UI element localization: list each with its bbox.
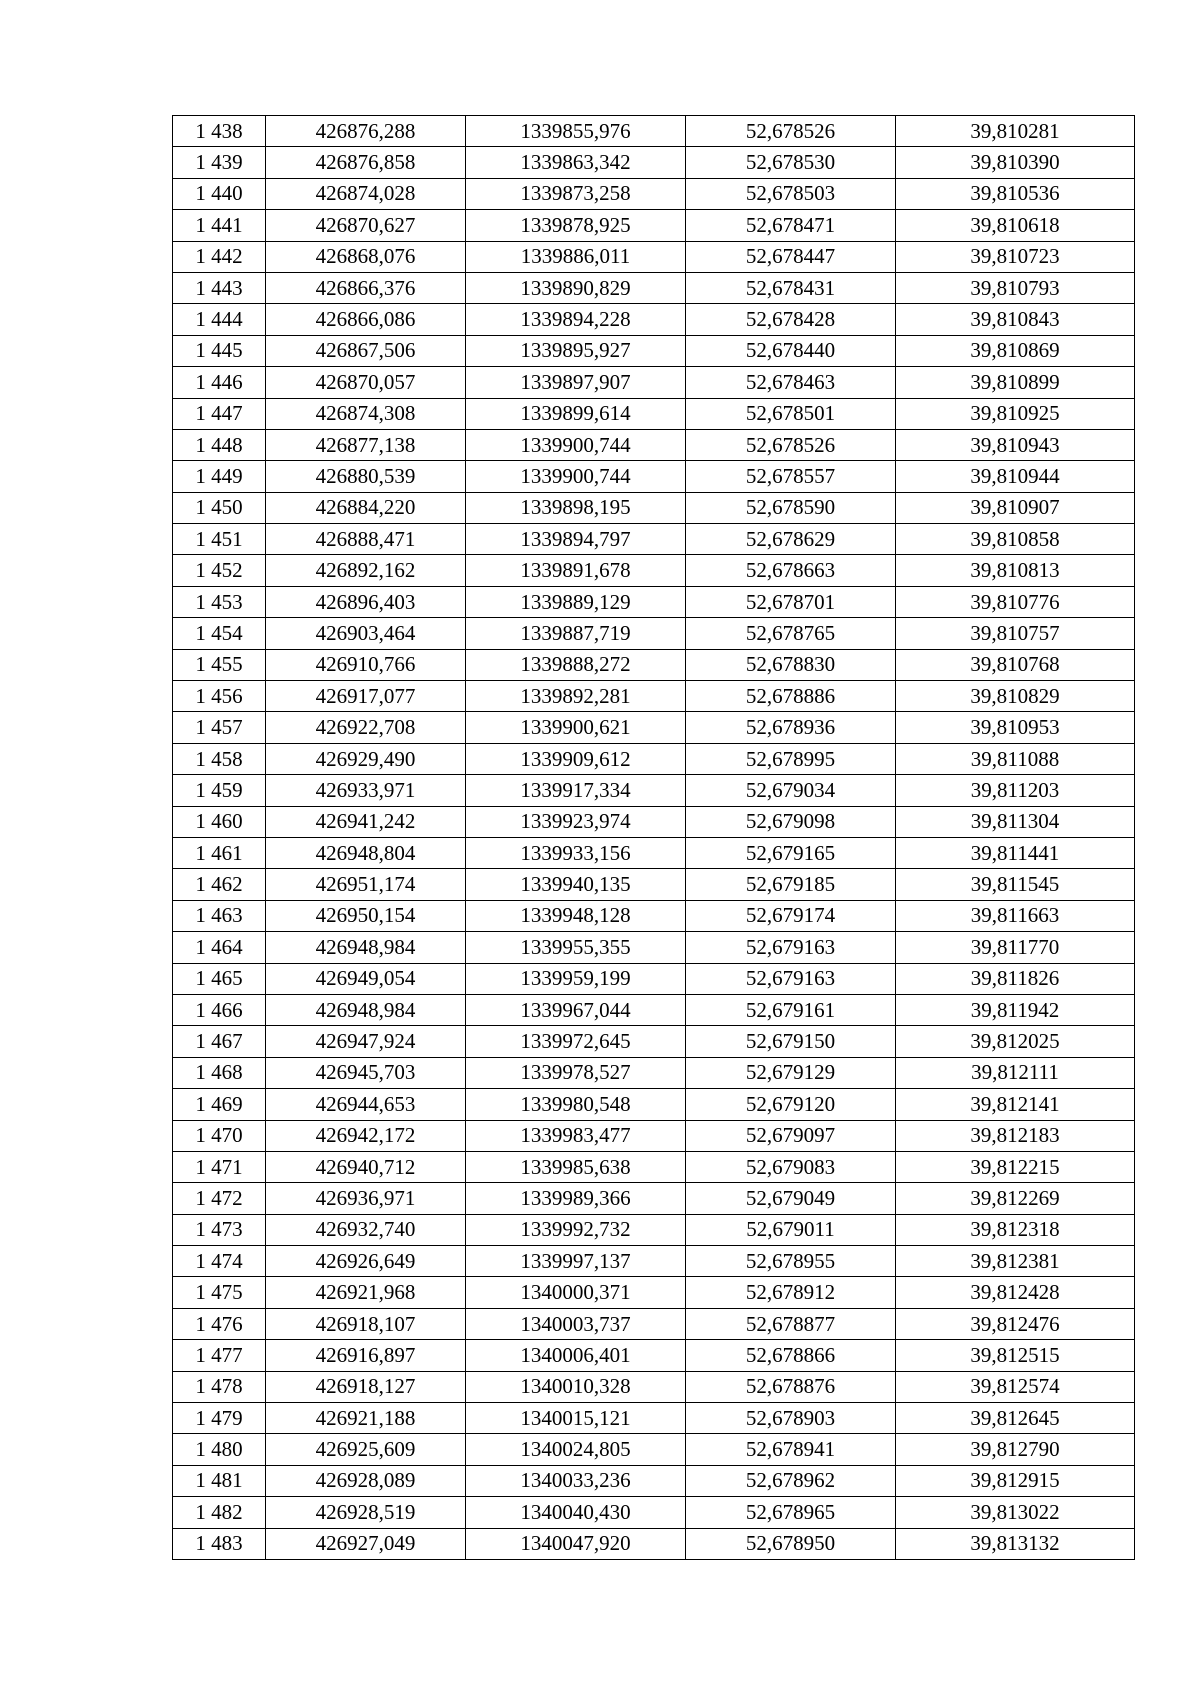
table-row xyxy=(173,1026,1135,1057)
y-coordinate-cell: 1340000,371 xyxy=(466,1277,686,1308)
point-number-cell: 1 475 xyxy=(173,1277,266,1308)
table-row xyxy=(173,555,1135,586)
y-coordinate-cell: 1339940,135 xyxy=(466,869,686,900)
y-coordinate-cell: 1339948,128 xyxy=(466,900,686,931)
table-row xyxy=(173,116,1135,147)
y-coordinate-cell: 1339900,744 xyxy=(466,429,686,460)
latitude-cell: 52,678590 xyxy=(686,492,896,523)
table-row xyxy=(173,1497,1135,1528)
table-row xyxy=(173,775,1135,806)
point-number-cell: 1 466 xyxy=(173,994,266,1025)
latitude-cell: 52,678557 xyxy=(686,461,896,492)
point-number-cell: 1 459 xyxy=(173,775,266,806)
x-coordinate-cell: 426940,712 xyxy=(266,1151,466,1182)
point-number-cell: 1 448 xyxy=(173,429,266,460)
latitude-cell: 52,679049 xyxy=(686,1183,896,1214)
table-row xyxy=(173,963,1135,994)
longitude-cell: 39,810953 xyxy=(896,712,1135,743)
point-number-cell: 1 447 xyxy=(173,398,266,429)
point-number-cell: 1 477 xyxy=(173,1340,266,1371)
table-row xyxy=(173,932,1135,963)
point-number-cell: 1 462 xyxy=(173,869,266,900)
x-coordinate-cell: 426870,057 xyxy=(266,367,466,398)
y-coordinate-cell: 1339888,272 xyxy=(466,649,686,680)
table-row xyxy=(173,900,1135,931)
x-coordinate-cell: 426929,490 xyxy=(266,743,466,774)
y-coordinate-cell: 1339878,925 xyxy=(466,210,686,241)
y-coordinate-cell: 1339900,744 xyxy=(466,461,686,492)
table-row xyxy=(173,524,1135,555)
longitude-cell: 39,810813 xyxy=(896,555,1135,586)
y-coordinate-cell: 1340015,121 xyxy=(466,1403,686,1434)
longitude-cell: 39,810776 xyxy=(896,586,1135,617)
point-number-cell: 1 438 xyxy=(173,116,266,147)
point-number-cell: 1 440 xyxy=(173,178,266,209)
y-coordinate-cell: 1339863,342 xyxy=(466,147,686,178)
longitude-cell: 39,811663 xyxy=(896,900,1135,931)
latitude-cell: 52,678866 xyxy=(686,1340,896,1371)
table-row xyxy=(173,994,1135,1025)
x-coordinate-cell: 426880,539 xyxy=(266,461,466,492)
table-row xyxy=(173,869,1135,900)
latitude-cell: 52,678950 xyxy=(686,1528,896,1559)
longitude-cell: 39,810536 xyxy=(896,178,1135,209)
x-coordinate-cell: 426944,653 xyxy=(266,1089,466,1120)
y-coordinate-cell: 1339894,797 xyxy=(466,524,686,555)
longitude-cell: 39,811441 xyxy=(896,837,1135,868)
latitude-cell: 52,678663 xyxy=(686,555,896,586)
latitude-cell: 52,679083 xyxy=(686,1151,896,1182)
longitude-cell: 39,810723 xyxy=(896,241,1135,272)
x-coordinate-cell: 426870,627 xyxy=(266,210,466,241)
point-number-cell: 1 467 xyxy=(173,1026,266,1057)
longitude-cell: 39,812215 xyxy=(896,1151,1135,1182)
longitude-cell: 39,812111 xyxy=(896,1057,1135,1088)
longitude-cell: 39,812428 xyxy=(896,1277,1135,1308)
table-row xyxy=(173,492,1135,523)
point-number-cell: 1 468 xyxy=(173,1057,266,1088)
latitude-cell: 52,679165 xyxy=(686,837,896,868)
x-coordinate-cell: 426917,077 xyxy=(266,681,466,712)
latitude-cell: 52,678876 xyxy=(686,1371,896,1402)
latitude-cell: 52,679129 xyxy=(686,1057,896,1088)
x-coordinate-cell: 426866,086 xyxy=(266,304,466,335)
x-coordinate-cell: 426874,308 xyxy=(266,398,466,429)
latitude-cell: 52,678530 xyxy=(686,147,896,178)
latitude-cell: 52,679011 xyxy=(686,1214,896,1245)
latitude-cell: 52,678526 xyxy=(686,116,896,147)
longitude-cell: 39,811770 xyxy=(896,932,1135,963)
point-number-cell: 1 441 xyxy=(173,210,266,241)
x-coordinate-cell: 426877,138 xyxy=(266,429,466,460)
longitude-cell: 39,811545 xyxy=(896,869,1135,900)
longitude-cell: 39,811088 xyxy=(896,743,1135,774)
x-coordinate-cell: 426866,376 xyxy=(266,272,466,303)
y-coordinate-cell: 1339895,927 xyxy=(466,335,686,366)
point-number-cell: 1 451 xyxy=(173,524,266,555)
longitude-cell: 39,810943 xyxy=(896,429,1135,460)
point-number-cell: 1 456 xyxy=(173,681,266,712)
x-coordinate-cell: 426896,403 xyxy=(266,586,466,617)
latitude-cell: 52,679163 xyxy=(686,963,896,994)
x-coordinate-cell: 426884,220 xyxy=(266,492,466,523)
table-row xyxy=(173,681,1135,712)
latitude-cell: 52,678526 xyxy=(686,429,896,460)
table-row xyxy=(173,1528,1135,1559)
latitude-cell: 52,679185 xyxy=(686,869,896,900)
y-coordinate-cell: 1339983,477 xyxy=(466,1120,686,1151)
point-number-cell: 1 471 xyxy=(173,1151,266,1182)
latitude-cell: 52,678995 xyxy=(686,743,896,774)
x-coordinate-cell: 426903,464 xyxy=(266,618,466,649)
longitude-cell: 39,811826 xyxy=(896,963,1135,994)
x-coordinate-cell: 426916,897 xyxy=(266,1340,466,1371)
coordinates-table-body xyxy=(173,116,1135,1560)
latitude-cell: 52,678936 xyxy=(686,712,896,743)
x-coordinate-cell: 426932,740 xyxy=(266,1214,466,1245)
table-row xyxy=(173,1089,1135,1120)
point-number-cell: 1 444 xyxy=(173,304,266,335)
x-coordinate-cell: 426868,076 xyxy=(266,241,466,272)
latitude-cell: 52,678447 xyxy=(686,241,896,272)
table-row xyxy=(173,429,1135,460)
point-number-cell: 1 450 xyxy=(173,492,266,523)
x-coordinate-cell: 426918,127 xyxy=(266,1371,466,1402)
latitude-cell: 52,679163 xyxy=(686,932,896,963)
x-coordinate-cell: 426927,049 xyxy=(266,1528,466,1559)
y-coordinate-cell: 1339959,199 xyxy=(466,963,686,994)
y-coordinate-cell: 1340006,401 xyxy=(466,1340,686,1371)
x-coordinate-cell: 426892,162 xyxy=(266,555,466,586)
y-coordinate-cell: 1339890,829 xyxy=(466,272,686,303)
y-coordinate-cell: 1339898,195 xyxy=(466,492,686,523)
latitude-cell: 52,678501 xyxy=(686,398,896,429)
table-row xyxy=(173,712,1135,743)
point-number-cell: 1 472 xyxy=(173,1183,266,1214)
table-row xyxy=(173,398,1135,429)
y-coordinate-cell: 1339955,355 xyxy=(466,932,686,963)
longitude-cell: 39,812515 xyxy=(896,1340,1135,1371)
longitude-cell: 39,812183 xyxy=(896,1120,1135,1151)
longitude-cell: 39,813022 xyxy=(896,1497,1135,1528)
longitude-cell: 39,810768 xyxy=(896,649,1135,680)
x-coordinate-cell: 426948,984 xyxy=(266,932,466,963)
x-coordinate-cell: 426922,708 xyxy=(266,712,466,743)
y-coordinate-cell: 1339997,137 xyxy=(466,1246,686,1277)
point-number-cell: 1 474 xyxy=(173,1246,266,1277)
point-number-cell: 1 457 xyxy=(173,712,266,743)
y-coordinate-cell: 1339894,228 xyxy=(466,304,686,335)
x-coordinate-cell: 426876,288 xyxy=(266,116,466,147)
table-row xyxy=(173,618,1135,649)
point-number-cell: 1 473 xyxy=(173,1214,266,1245)
x-coordinate-cell: 426921,188 xyxy=(266,1403,466,1434)
table-row xyxy=(173,1214,1135,1245)
y-coordinate-cell: 1339972,645 xyxy=(466,1026,686,1057)
x-coordinate-cell: 426925,609 xyxy=(266,1434,466,1465)
table-row xyxy=(173,1340,1135,1371)
point-number-cell: 1 480 xyxy=(173,1434,266,1465)
longitude-cell: 39,812025 xyxy=(896,1026,1135,1057)
longitude-cell: 39,811304 xyxy=(896,806,1135,837)
latitude-cell: 52,678912 xyxy=(686,1277,896,1308)
latitude-cell: 52,678629 xyxy=(686,524,896,555)
longitude-cell: 39,810925 xyxy=(896,398,1135,429)
longitude-cell: 39,812141 xyxy=(896,1089,1135,1120)
table-row xyxy=(173,461,1135,492)
table-row xyxy=(173,210,1135,241)
x-coordinate-cell: 426945,703 xyxy=(266,1057,466,1088)
table-row xyxy=(173,241,1135,272)
y-coordinate-cell: 1340040,430 xyxy=(466,1497,686,1528)
latitude-cell: 52,678886 xyxy=(686,681,896,712)
y-coordinate-cell: 1339892,281 xyxy=(466,681,686,712)
y-coordinate-cell: 1339891,678 xyxy=(466,555,686,586)
longitude-cell: 39,812574 xyxy=(896,1371,1135,1402)
longitude-cell: 39,811203 xyxy=(896,775,1135,806)
table-row xyxy=(173,1277,1135,1308)
table-row xyxy=(173,1057,1135,1088)
longitude-cell: 39,812790 xyxy=(896,1434,1135,1465)
latitude-cell: 52,679097 xyxy=(686,1120,896,1151)
longitude-cell: 39,810757 xyxy=(896,618,1135,649)
point-number-cell: 1 482 xyxy=(173,1497,266,1528)
y-coordinate-cell: 1339909,612 xyxy=(466,743,686,774)
point-number-cell: 1 442 xyxy=(173,241,266,272)
point-number-cell: 1 481 xyxy=(173,1465,266,1496)
latitude-cell: 52,679098 xyxy=(686,806,896,837)
point-number-cell: 1 460 xyxy=(173,806,266,837)
point-number-cell: 1 483 xyxy=(173,1528,266,1559)
y-coordinate-cell: 1339989,366 xyxy=(466,1183,686,1214)
y-coordinate-cell: 1339886,011 xyxy=(466,241,686,272)
latitude-cell: 52,679161 xyxy=(686,994,896,1025)
y-coordinate-cell: 1339923,974 xyxy=(466,806,686,837)
x-coordinate-cell: 426928,519 xyxy=(266,1497,466,1528)
longitude-cell: 39,810793 xyxy=(896,272,1135,303)
table-row xyxy=(173,1308,1135,1339)
y-coordinate-cell: 1339873,258 xyxy=(466,178,686,209)
latitude-cell: 52,678955 xyxy=(686,1246,896,1277)
y-coordinate-cell: 1340033,236 xyxy=(466,1465,686,1496)
longitude-cell: 39,810618 xyxy=(896,210,1135,241)
longitude-cell: 39,810281 xyxy=(896,116,1135,147)
longitude-cell: 39,811942 xyxy=(896,994,1135,1025)
longitude-cell: 39,810829 xyxy=(896,681,1135,712)
longitude-cell: 39,813132 xyxy=(896,1528,1135,1559)
table-row xyxy=(173,1434,1135,1465)
x-coordinate-cell: 426950,154 xyxy=(266,900,466,931)
y-coordinate-cell: 1339887,719 xyxy=(466,618,686,649)
coordinates-table xyxy=(172,115,1135,1560)
latitude-cell: 52,679034 xyxy=(686,775,896,806)
point-number-cell: 1 452 xyxy=(173,555,266,586)
x-coordinate-cell: 426933,971 xyxy=(266,775,466,806)
table-row xyxy=(173,1465,1135,1496)
table-row xyxy=(173,1246,1135,1277)
x-coordinate-cell: 426921,968 xyxy=(266,1277,466,1308)
latitude-cell: 52,678965 xyxy=(686,1497,896,1528)
x-coordinate-cell: 426942,172 xyxy=(266,1120,466,1151)
longitude-cell: 39,810907 xyxy=(896,492,1135,523)
table-row xyxy=(173,1151,1135,1182)
x-coordinate-cell: 426874,028 xyxy=(266,178,466,209)
x-coordinate-cell: 426867,506 xyxy=(266,335,466,366)
latitude-cell: 52,678877 xyxy=(686,1308,896,1339)
table-row xyxy=(173,178,1135,209)
x-coordinate-cell: 426918,107 xyxy=(266,1308,466,1339)
y-coordinate-cell: 1339889,129 xyxy=(466,586,686,617)
y-coordinate-cell: 1340047,920 xyxy=(466,1528,686,1559)
x-coordinate-cell: 426926,649 xyxy=(266,1246,466,1277)
x-coordinate-cell: 426948,804 xyxy=(266,837,466,868)
y-coordinate-cell: 1339978,527 xyxy=(466,1057,686,1088)
point-number-cell: 1 479 xyxy=(173,1403,266,1434)
table-row xyxy=(173,304,1135,335)
point-number-cell: 1 463 xyxy=(173,900,266,931)
longitude-cell: 39,810944 xyxy=(896,461,1135,492)
latitude-cell: 52,678440 xyxy=(686,335,896,366)
latitude-cell: 52,678830 xyxy=(686,649,896,680)
x-coordinate-cell: 426949,054 xyxy=(266,963,466,994)
latitude-cell: 52,678701 xyxy=(686,586,896,617)
longitude-cell: 39,812381 xyxy=(896,1246,1135,1277)
y-coordinate-cell: 1340024,805 xyxy=(466,1434,686,1465)
point-number-cell: 1 454 xyxy=(173,618,266,649)
point-number-cell: 1 470 xyxy=(173,1120,266,1151)
x-coordinate-cell: 426928,089 xyxy=(266,1465,466,1496)
y-coordinate-cell: 1339900,621 xyxy=(466,712,686,743)
y-coordinate-cell: 1339897,907 xyxy=(466,367,686,398)
table-row xyxy=(173,272,1135,303)
table-row xyxy=(173,1403,1135,1434)
latitude-cell: 52,678428 xyxy=(686,304,896,335)
longitude-cell: 39,812476 xyxy=(896,1308,1135,1339)
y-coordinate-cell: 1339980,548 xyxy=(466,1089,686,1120)
latitude-cell: 52,679174 xyxy=(686,900,896,931)
table-row xyxy=(173,1120,1135,1151)
y-coordinate-cell: 1339917,334 xyxy=(466,775,686,806)
latitude-cell: 52,678765 xyxy=(686,618,896,649)
latitude-cell: 52,678463 xyxy=(686,367,896,398)
longitude-cell: 39,812269 xyxy=(896,1183,1135,1214)
point-number-cell: 1 465 xyxy=(173,963,266,994)
y-coordinate-cell: 1339855,976 xyxy=(466,116,686,147)
latitude-cell: 52,678503 xyxy=(686,178,896,209)
point-number-cell: 1 455 xyxy=(173,649,266,680)
point-number-cell: 1 449 xyxy=(173,461,266,492)
point-number-cell: 1 439 xyxy=(173,147,266,178)
longitude-cell: 39,810843 xyxy=(896,304,1135,335)
point-number-cell: 1 478 xyxy=(173,1371,266,1402)
latitude-cell: 52,678941 xyxy=(686,1434,896,1465)
longitude-cell: 39,810390 xyxy=(896,147,1135,178)
y-coordinate-cell: 1339967,044 xyxy=(466,994,686,1025)
latitude-cell: 52,678903 xyxy=(686,1403,896,1434)
latitude-cell: 52,679120 xyxy=(686,1089,896,1120)
y-coordinate-cell: 1339933,156 xyxy=(466,837,686,868)
table-row xyxy=(173,1371,1135,1402)
x-coordinate-cell: 426876,858 xyxy=(266,147,466,178)
point-number-cell: 1 476 xyxy=(173,1308,266,1339)
y-coordinate-cell: 1339985,638 xyxy=(466,1151,686,1182)
y-coordinate-cell: 1339899,614 xyxy=(466,398,686,429)
latitude-cell: 52,678471 xyxy=(686,210,896,241)
latitude-cell: 52,678431 xyxy=(686,272,896,303)
table-row xyxy=(173,335,1135,366)
table-row xyxy=(173,1183,1135,1214)
point-number-cell: 1 464 xyxy=(173,932,266,963)
point-number-cell: 1 446 xyxy=(173,367,266,398)
longitude-cell: 39,810858 xyxy=(896,524,1135,555)
longitude-cell: 39,812645 xyxy=(896,1403,1135,1434)
table-row xyxy=(173,586,1135,617)
table-row xyxy=(173,743,1135,774)
point-number-cell: 1 443 xyxy=(173,272,266,303)
x-coordinate-cell: 426936,971 xyxy=(266,1183,466,1214)
x-coordinate-cell: 426947,924 xyxy=(266,1026,466,1057)
longitude-cell: 39,810869 xyxy=(896,335,1135,366)
latitude-cell: 52,679150 xyxy=(686,1026,896,1057)
x-coordinate-cell: 426910,766 xyxy=(266,649,466,680)
longitude-cell: 39,812915 xyxy=(896,1465,1135,1496)
longitude-cell: 39,810899 xyxy=(896,367,1135,398)
point-number-cell: 1 469 xyxy=(173,1089,266,1120)
longitude-cell: 39,812318 xyxy=(896,1214,1135,1245)
point-number-cell: 1 461 xyxy=(173,837,266,868)
x-coordinate-cell: 426941,242 xyxy=(266,806,466,837)
table-row xyxy=(173,806,1135,837)
x-coordinate-cell: 426951,174 xyxy=(266,869,466,900)
y-coordinate-cell: 1340010,328 xyxy=(466,1371,686,1402)
y-coordinate-cell: 1340003,737 xyxy=(466,1308,686,1339)
table-row xyxy=(173,649,1135,680)
x-coordinate-cell: 426888,471 xyxy=(266,524,466,555)
y-coordinate-cell: 1339992,732 xyxy=(466,1214,686,1245)
table-row xyxy=(173,837,1135,868)
table-row xyxy=(173,147,1135,178)
point-number-cell: 1 458 xyxy=(173,743,266,774)
latitude-cell: 52,678962 xyxy=(686,1465,896,1496)
table-row xyxy=(173,367,1135,398)
point-number-cell: 1 445 xyxy=(173,335,266,366)
point-number-cell: 1 453 xyxy=(173,586,266,617)
x-coordinate-cell: 426948,984 xyxy=(266,994,466,1025)
